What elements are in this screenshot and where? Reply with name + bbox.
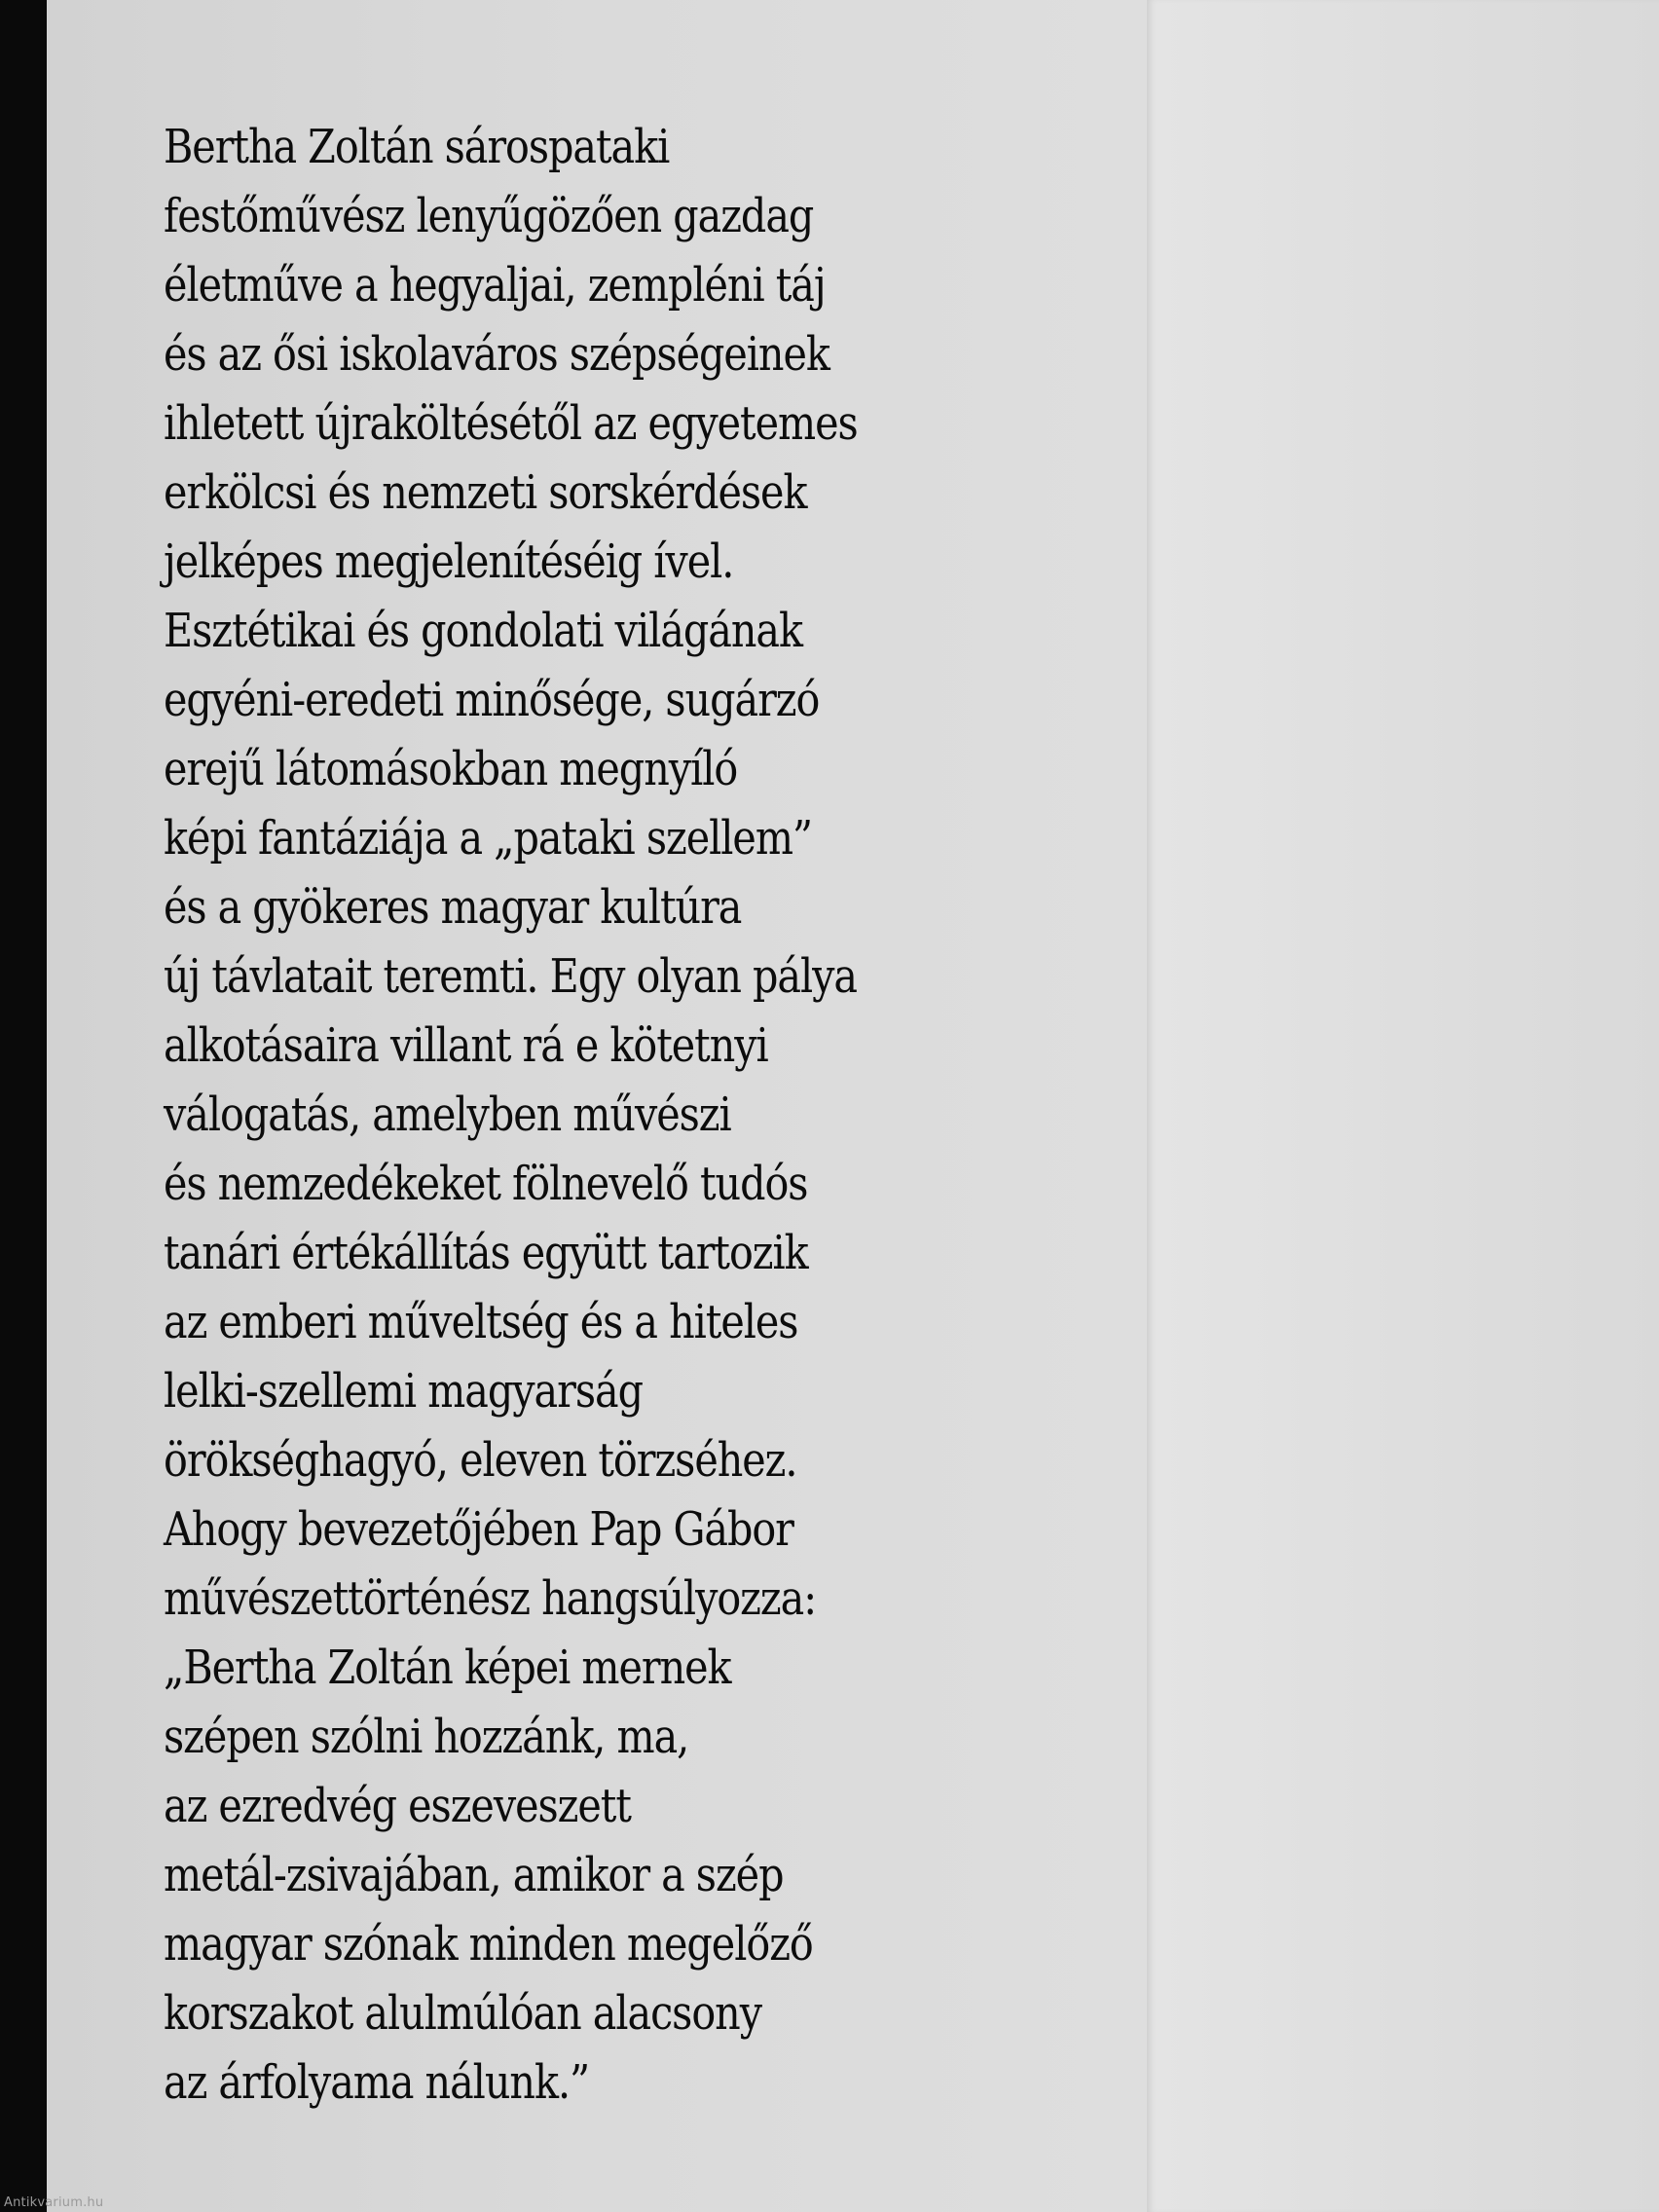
- blurb-line: az emberi műveltség és a hiteles: [164, 1295, 798, 1349]
- blurb-line: „Bertha Zoltán képei mernek: [164, 1641, 731, 1695]
- blurb-line: lelki-szellemi magyarság: [164, 1364, 643, 1419]
- blurb-line: erejű látomásokban megnyíló: [164, 742, 738, 796]
- spine-edge: [0, 0, 47, 2212]
- blurb-line: az ezredvég eszeveszett: [164, 1779, 631, 1833]
- blurb-line: művészettörténész hangsúlyozza:: [164, 1571, 817, 1626]
- blurb-line: ihletett újraköltésétől az egyetemes: [164, 396, 858, 451]
- flap-panel: [1147, 0, 1659, 2212]
- blurb-line: az árfolyama nálunk.”: [164, 2055, 590, 2110]
- blurb-line: Bertha Zoltán sárospataki: [164, 120, 670, 174]
- blurb-line: és a gyökeres magyar kultúra: [164, 880, 742, 935]
- blurb-line: festőművész lenyűgözően gazdag: [164, 189, 814, 243]
- blurb-line: és nemzedékeket fölnevelő tudós: [164, 1157, 808, 1211]
- blurb-line: metál-zsivajában, amikor a szép: [164, 1848, 784, 1902]
- blurb-line: új távlatait teremti. Egy olyan pálya: [164, 949, 857, 1004]
- blurb-line: alkotásaira villant rá e kötetnyi: [164, 1018, 768, 1073]
- blurb-line: magyar szónak minden megelőző: [164, 1917, 813, 1972]
- blurb-line: Ahogy bevezetőjében Pap Gábor: [164, 1502, 793, 1557]
- blurb-line: jelképes megjelenítéséig ível.: [164, 535, 734, 589]
- blurb-line: korszakot alulmúlóan alacsony: [164, 1986, 761, 2041]
- blurb-line: egyéni-eredeti minősége, sugárzó: [164, 673, 820, 727]
- blurb-line: szépen szólni hozzánk, ma,: [164, 1710, 689, 1764]
- blurb-line: és az ősi iskolaváros szépségeinek: [164, 327, 830, 382]
- blurb-line: erkölcsi és nemzeti sorskérdések: [164, 465, 807, 520]
- blurb-line: Esztétikai és gondolati világának: [164, 604, 802, 658]
- blurb-line: válogatás, amelyben művészi: [164, 1088, 731, 1142]
- blurb-line: képi fantáziája a „pataki szellem”: [164, 811, 813, 866]
- blurb-line: örökséghagyó, eleven törzséhez.: [164, 1433, 797, 1488]
- blurb-line: életműve a hegyaljai, zempléni táj: [164, 258, 826, 313]
- watermark: Antikvarium.hu: [4, 2195, 104, 2210]
- blurb-line: tanári értékállítás együtt tartozik: [164, 1226, 808, 1280]
- blurb-text: [164, 113, 858, 2118]
